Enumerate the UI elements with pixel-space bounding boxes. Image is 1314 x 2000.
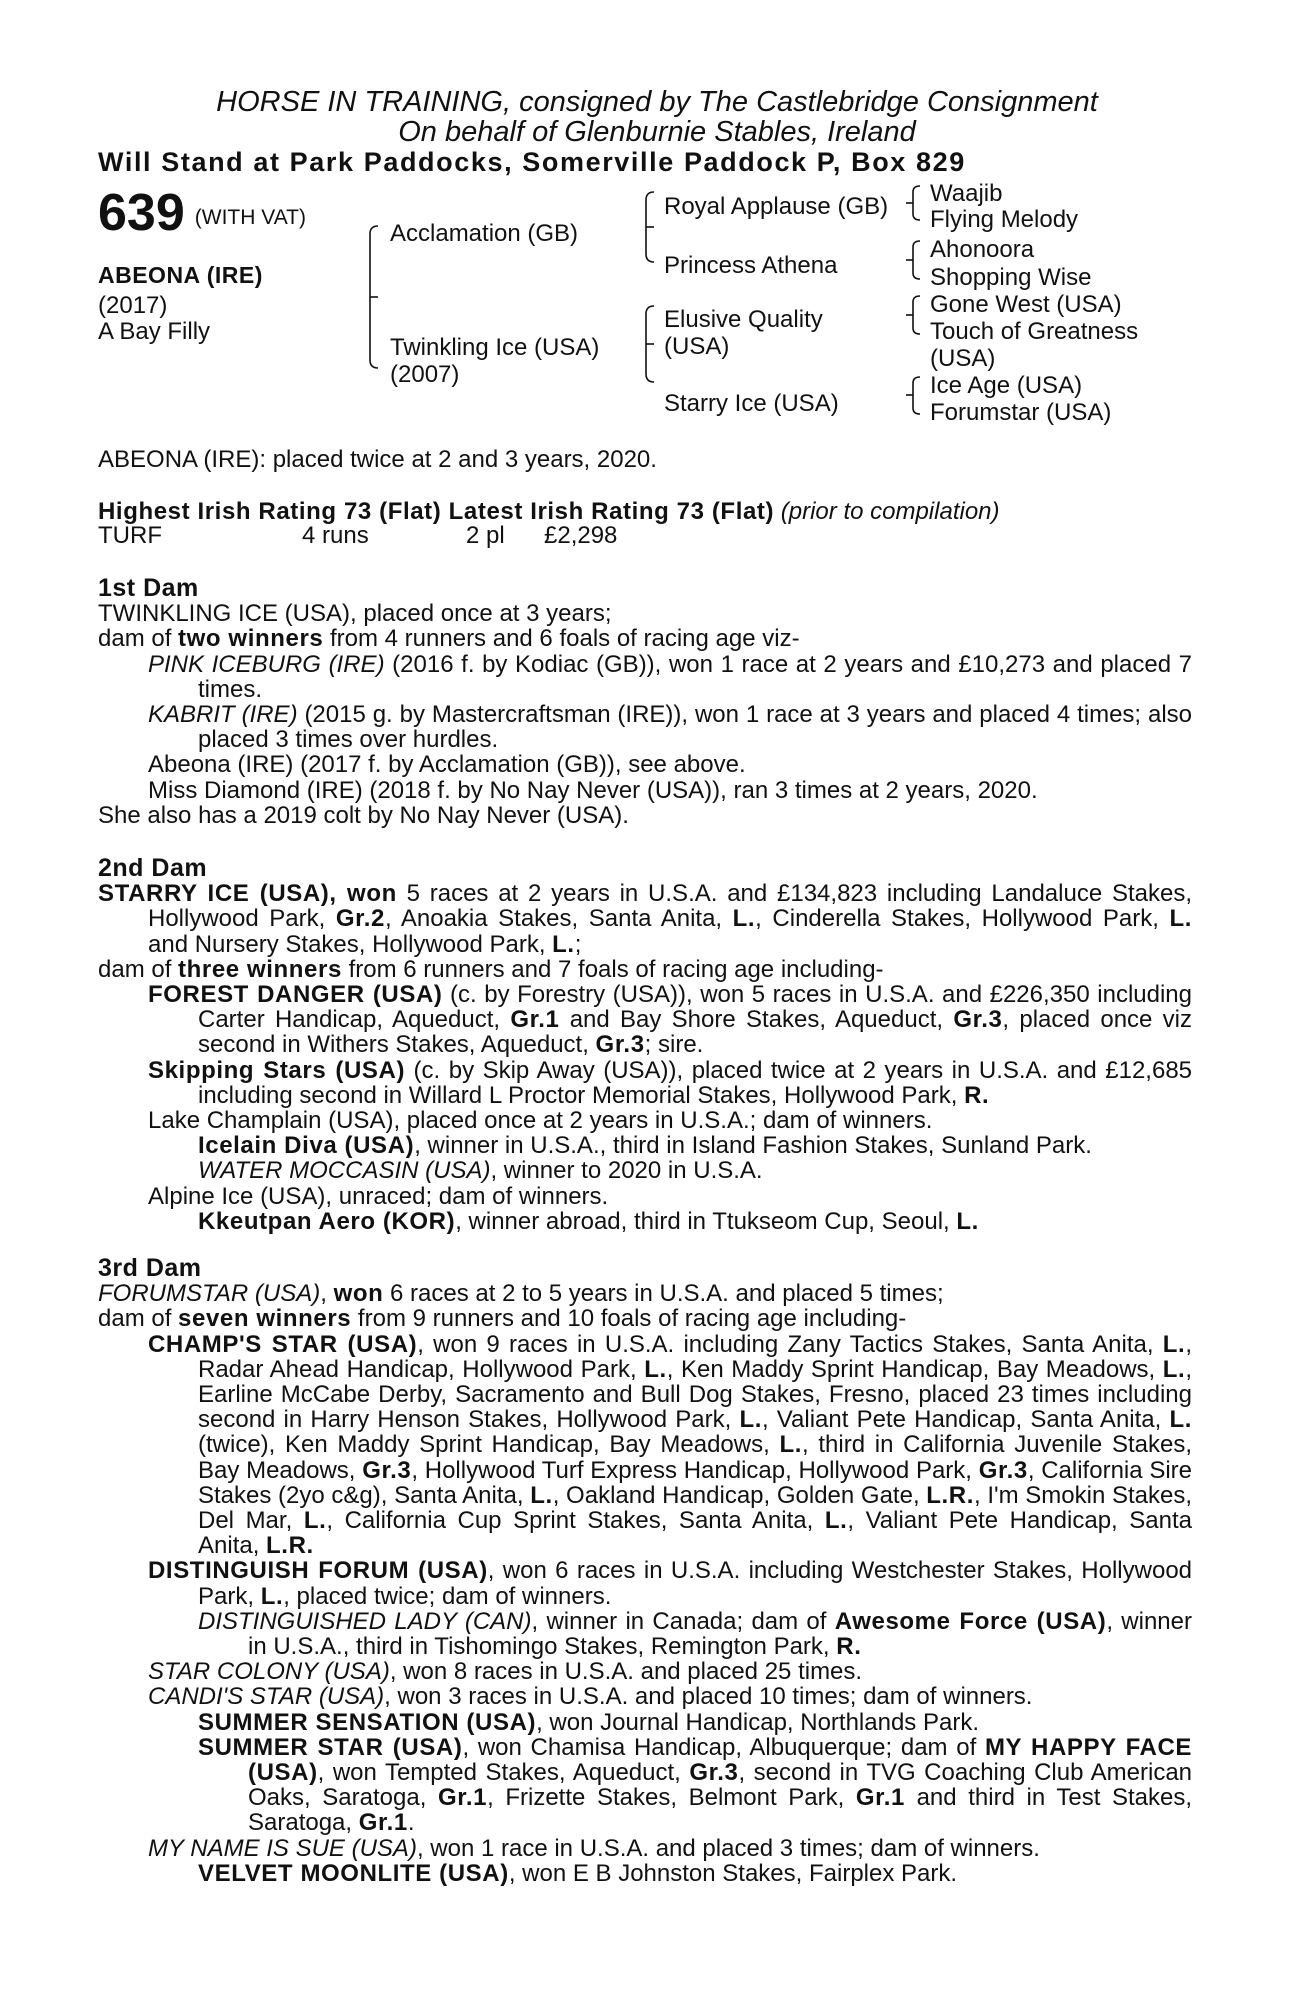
third-dam-record: FORUMSTAR (USA), won 6 races at 2 to 5 years in U.S.A. and placed 5 times;	[98, 1280, 944, 1308]
produce-entry: CANDI'S STAR (USA), won 3 races in U.S.A. and placed 10 times; dam of winners.	[148, 1683, 1033, 1711]
pedigree-dam-sire-suffix: (USA)	[664, 333, 730, 360]
produce-note: She also has a 2019 colt by No Nay Never (USA).	[98, 801, 629, 829]
bracket-gen3-c	[913, 296, 920, 334]
record-placed: 2 pl	[466, 522, 505, 549]
record-runs: 4 runs	[302, 522, 369, 549]
produce-entry: Kkeutpan Aero (KOR), winner abroad, third in Ttukseom Cup, Seoul, L.	[198, 1207, 979, 1235]
record-surface: TURF	[98, 522, 162, 549]
third-dam-heading: 3rd Dam	[98, 1254, 202, 1282]
pedigree-dds: Ice Age (USA)	[930, 372, 1083, 399]
produce-entry: DISTINGUISHED LADY (CAN), winner in Canada; dam of Awesome Force (USA), winner in U.S.A., third in Tishomingo Stakes, Remington Park, R.	[198, 1607, 1192, 1661]
bracket-gen3-b	[913, 241, 920, 279]
second-dam-heading: 2nd Dam	[98, 854, 208, 882]
winners-count: two winners	[178, 625, 324, 653]
header-consignor: HORSE IN TRAINING, consigned by The Castlebridge Consignment	[216, 86, 1098, 118]
first-dam-produce-summary: dam of two winners from 4 runners and 6 foals of racing age viz-	[98, 625, 800, 653]
pedigree-ddd: Forumstar (USA)	[930, 399, 1112, 426]
pedigree-dam-year: (2007)	[390, 361, 460, 388]
record-earnings: £2,298	[544, 522, 618, 549]
horse-name: ABEONA (IRE)	[98, 262, 263, 288]
pedigree-sds: Ahonoora	[930, 236, 1035, 263]
pedigree-dam: Twinkling Ice (USA)	[390, 334, 600, 361]
pedigree-sdd: Shopping Wise	[930, 264, 1092, 291]
header-behalf: On behalf of Glenburnie Stables, Ireland	[398, 116, 916, 148]
produce-entry: STAR COLONY (USA), won 8 races in U.S.A. and placed 25 times.	[148, 1658, 863, 1686]
pedigree-brackets	[0, 0, 1314, 440]
first-dam-heading: 1st Dam	[98, 574, 199, 602]
produce-entry: Alpine Ice (USA), unraced; dam of winners.	[148, 1182, 609, 1210]
produce-entry: PINK ICEBURG (IRE) (2016 f. by Kodiac (GB)), won 1 race at 2 years and £10,273 and placed 7 times.	[148, 650, 1192, 703]
ratings-note: (prior to compilation)	[780, 498, 1000, 525]
pedigree-dsd: Touch of Greatness	[930, 318, 1139, 345]
bracket-gen3-a	[913, 186, 920, 220]
produce-entry: WATER MOCCASIN (USA), winner to 2020 in U.S.A.	[198, 1157, 763, 1185]
pedigree-dsd-suffix: (USA)	[930, 345, 996, 372]
pedigree-sss: Waajib	[930, 180, 1003, 207]
produce-entry: DISTINGUISH FORUM (USA), won 6 races in U.S.A. including Westchester Stakes, Hollywood Park, L., placed twice; dam of winners.	[148, 1557, 1193, 1610]
pedigree-dam-dam: Starry Ice (USA)	[664, 390, 839, 417]
second-dam-produce-summary: dam of three winners from 6 runners and 7 foals of racing age including-	[98, 955, 884, 983]
first-dam-section	[98, 576, 1192, 828]
header-stand-location: Will Stand at Park Paddocks, Somerville Paddock P, Box 829	[98, 147, 966, 177]
ratings-text: Highest Irish Rating 73 (Flat) Latest Irish Rating 73 (Flat)	[98, 498, 775, 525]
second-dam-section	[98, 856, 1192, 1234]
first-dam-line: TWINKLING ICE (USA), placed once at 3 years;	[98, 600, 612, 628]
horse-year: (2017)	[98, 292, 168, 319]
pedigree-sire-sire: Royal Applause (GB)	[664, 193, 889, 220]
produce-entry: Miss Diamond (IRE) (2018 f. by No Nay Never (USA)), ran 3 times at 2 years, 2020.	[148, 776, 1038, 804]
produce-entry: SUMMER STAR (USA), won Chamisa Handicap, Albuquerque; dam of MY HAPPY FACE (USA), won Tempted Stakes, Aqueduct, Gr.3, second in TVG Coaching Club American Oaks, Saratoga, Gr.1, Frizette Stakes, Belmont Park, Gr.1 and third in Test Stakes, Saratoga, Gr.1.	[198, 1733, 1193, 1837]
bracket-gen3-d	[913, 377, 920, 414]
produce-entry: FOREST DANGER (USA) (c. by Forestry (USA)), won 5 races in U.S.A. and £226,350 including Carter Handicap, Aqueduct, Gr.1 and Bay Shore Stakes, Aqueduct, Gr.3, placed once viz second in Withers Stakes, Aqueduct, Gr.3; sire.	[148, 981, 1193, 1059]
produce-entry: MY NAME IS SUE (USA), won 1 race in U.S.A. and placed 3 times; dam of winners.	[148, 1834, 1040, 1862]
produce-entry: Abeona (IRE) (2017 f. by Acclamation (GB)), see above.	[148, 751, 746, 779]
produce-entry: SUMMER SENSATION (USA), won Journal Handicap, Northlands Park.	[198, 1708, 979, 1736]
lot-number: 639	[98, 184, 185, 242]
third-dam-produce-summary: dam of seven winners from 9 runners and 10 foals of racing age including-	[98, 1305, 907, 1333]
pedigree-sire-dam: Princess Athena	[664, 252, 838, 279]
produce-entry: CHAMP'S STAR (USA), won 9 races in U.S.A. including Zany Tactics Stakes, Santa Anita, L., Radar Ahead Handicap, Hollywood Park, L., Ken Maddy Sprint Handicap, Bay Meadows, L., Earline McCabe Derby, Sacramento and Bull Dog Stakes, Fresno, placed 23 times including second in Harry Henson Stakes, Hollywood Park, L., Valiant Pete Handicap, Santa Anita, L. (twice), Ken Maddy Sprint Handicap, Bay Meadows, L., third in California Juvenile Stakes, Bay Meadows, Gr.3, Hollywood Turf Express Handicap, Hollywood Park, Gr.3, California Sire Stakes (2yo c&g), Santa Anita, L., Oakland Handicap, Golden Gate, L.R., I'm Smokin Stakes, Del Mar, L., California Cup Sprint Stakes, Santa Anita, L., Valiant Pete Handicap, Santa Anita, L.R.	[148, 1330, 1193, 1560]
produce-entry: KABRIT (IRE) (2015 g. by Mastercraftsman (IRE)), won 1 race at 3 years and placed 4 times; also placed 3 times over hurdles.	[148, 701, 1193, 754]
second-dam-record: STARRY ICE (USA), won 5 races at 2 years in U.S.A. and £134,823 including Landaluce Stakes, Hollywood Park, Gr.2, Anoakia Stakes, Santa Anita, L., Cinderella Stakes, Hollywood Park, L. and Nursery Stakes, Hollywood Park, L.;	[98, 880, 1192, 958]
pedigree-ssd: Flying Melody	[930, 206, 1079, 233]
pedigree-dss: Gone West (USA)	[930, 291, 1122, 318]
produce-entry: Icelain Diva (USA), winner in U.S.A., third in Island Fashion Stakes, Sunland Park.	[198, 1132, 1092, 1160]
produce-entry: Skipping Stars (USA) (c. by Skip Away (USA)), placed twice at 2 years in U.S.A. and £12,685 including second in Willard L Proctor Memorial Stakes, Hollywood Park, R.	[148, 1056, 1193, 1109]
pedigree-sire: Acclamation (GB)	[390, 220, 579, 247]
pedigree-dam-sire: Elusive Quality	[664, 306, 823, 333]
race-summary: ABEONA (IRE): placed twice at 2 and 3 years, 2020.	[98, 446, 657, 473]
third-dam-section	[98, 1256, 1192, 1886]
lot-vat: (WITH VAT)	[194, 206, 306, 229]
produce-entry: Lake Champlain (USA), placed once at 2 years in U.S.A.; dam of winners.	[148, 1107, 933, 1135]
produce-entry: VELVET MOONLITE (USA), won E B Johnston Stakes, Fairplex Park.	[198, 1859, 958, 1887]
horse-description: A Bay Filly	[98, 318, 211, 345]
